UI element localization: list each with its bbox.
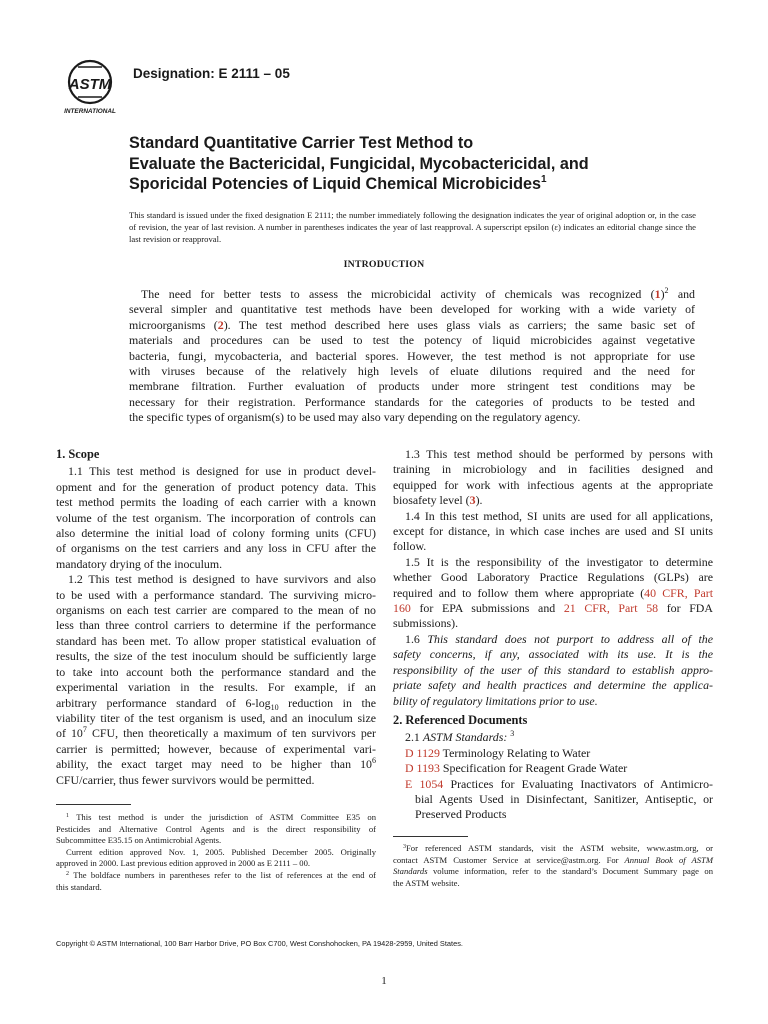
intro-text: ). The test method described here uses glass vials as carriers; the same basic set of — [223, 317, 695, 332]
scope-line — [393, 663, 713, 678]
reference-link-1[interactable]: 1 — [654, 287, 661, 301]
scope-line: experimental variation in the results. For example, if an — [56, 680, 376, 695]
intro-line: bacteria, fungi, mycobacteria, and bacterial spores. However, the test method is not appropriate for use — [129, 348, 695, 363]
referenced-item-cont: bial Agents Used in Disinfectant, Sanitizer, Antiseptic, or — [415, 791, 713, 806]
title-line-2: Evaluate the Bactericidal, Fungicidal, Mycobactericidal, and — [129, 154, 589, 173]
scope-line: 1.4 In this test method, SI units are used for all applications, — [405, 508, 713, 523]
scope-line: follow. — [393, 539, 427, 554]
section-heading-referenced-documents: 2. Referenced Documents — [393, 712, 528, 727]
astm-logo — [58, 58, 122, 116]
scope-line: except for distance, in which case inches are used and SI units — [393, 524, 713, 539]
footnote-line: Current edition approved Nov. 1, 2005. Published December 2005. Originally — [66, 846, 376, 857]
scope-line: 1.1 This test method is designed for use in product devel- — [68, 464, 376, 479]
safety-statement: responsibility of the user of this standard to establish appro- — [393, 662, 713, 677]
footnote-line: Subcommittee E35.15 on Antimicrobial Agents. — [56, 835, 222, 846]
footnote-text: This test method is under the jurisdiction of ASTM Committee E35 on — [76, 812, 376, 822]
scope-line: mandatory drying of the inoculum. — [56, 556, 223, 571]
scope-line — [56, 696, 376, 711]
scope-text: biosafety level ( — [393, 493, 470, 508]
scope-line: opment and for the generation of product potency data. This — [56, 479, 376, 494]
referenced-item — [393, 777, 713, 792]
footnote-text: The boldface numbers in parentheses refer to the list of references at the end of — [73, 869, 376, 880]
scope-line: to be used with a performance standard. The surviving micro- — [56, 587, 376, 602]
intro-line: with viruses because of the relatively high levels of eluate dilutions required and the need for — [129, 364, 695, 379]
footnote-text: contact ASTM Customer Service at service@astm.org. For — [393, 854, 625, 865]
scope-line — [393, 694, 713, 709]
footnote-mark: 2 — [66, 870, 69, 877]
cfr-link-40-part-160-cont[interactable]: 160 — [393, 601, 411, 616]
ref-text: 2.1 — [405, 730, 423, 745]
footnote-italic: Annual Book of ASTM — [624, 854, 713, 865]
safety-statement: bility of regulatory limitations prior to use. — [393, 693, 598, 708]
scope-line: 1.2 This test method is designed to have survivors and also — [68, 572, 376, 587]
intro-text: microorganisms ( — [129, 317, 218, 332]
intro-text: and — [668, 287, 695, 301]
scope-line: results, the size of the test inoculum should be sufficiently large — [56, 649, 376, 664]
footnote-text: For referenced ASTM standards, visit the ASTM website, www.astm.org, or — [406, 843, 713, 853]
intro-line: the specific types of organism(s) to be used may also vary depending on the regulatory agency. — [129, 410, 581, 425]
scope-line — [393, 586, 713, 601]
footnote-rule-right — [393, 836, 468, 837]
scope-text: for FDA — [658, 601, 713, 616]
superscript: 7 — [82, 725, 87, 735]
scope-line — [393, 601, 713, 616]
intro-text: The need for better tests to assess the microbicidal activity of chemicals was recognized ( — [141, 287, 655, 301]
footnote-line: this standard. — [56, 881, 102, 892]
footnote-mark: 1 — [66, 813, 69, 819]
standard-link-d1193[interactable]: D 1193 — [405, 761, 440, 776]
footnote-mark: 3 — [403, 844, 406, 850]
scope-line: viability titer of the test organism is used, and an inoculum size — [56, 710, 376, 725]
right-column — [393, 447, 713, 823]
footnote-rule-left — [56, 804, 131, 805]
scope-line: 1.5 It is the responsibility of the investigator to determine — [405, 554, 713, 569]
scope-line: training in microbiology and in facilities designed and — [393, 462, 713, 477]
footnote-line: approved in 2000. Last previous edition approved in 2000 as E 2111 – 00. — [56, 858, 311, 869]
reference-link-3[interactable]: 3 — [469, 493, 476, 508]
scope-line — [56, 757, 376, 772]
designation: Designation: E 2111 – 05 — [133, 66, 290, 81]
scope-text: CFU, then theoretically a maximum of ten survivors per — [86, 726, 376, 741]
scope-line: CFU/carrier, thus fewer survivors would be permitted. — [56, 772, 315, 787]
footnote-text: volume information, refer to the standard’s Document Summary page on — [427, 866, 713, 877]
scope-text: for EPA submissions and — [410, 601, 564, 616]
copyright-notice: Copyright © ASTM International, 100 Barr Harbor Drive, PO Box C700, West Conshohocken, PA 19428-2959, United States. — [56, 939, 463, 948]
intro-line: materials and procedures can be used to test the potency of liquid microbicides against vegetative — [129, 333, 695, 348]
scope-line — [393, 632, 713, 647]
footnote-italic: Standards — [393, 866, 428, 877]
footnote-mark-3: 3 — [510, 729, 515, 739]
footnote-line — [393, 866, 713, 878]
scope-line: test method permits the loading of each carrier with a known — [56, 495, 376, 510]
reference-link-2[interactable]: 2 — [217, 317, 224, 332]
scope-line: submissions). — [393, 616, 459, 631]
svg-text:INTERNATIONAL: INTERNATIONAL — [64, 108, 116, 115]
scope-line — [56, 726, 376, 741]
scope-text: of 10 — [56, 726, 83, 741]
footnote-line — [393, 855, 713, 867]
footnote-line — [56, 870, 376, 882]
astm-logo-mark — [58, 58, 122, 116]
left-column — [56, 447, 376, 788]
section-heading-scope: 1. Scope — [56, 447, 100, 461]
introduction-heading: INTRODUCTION — [343, 259, 425, 270]
intro-line — [129, 287, 695, 302]
referenced-item-cont: Preserved Products — [415, 807, 507, 822]
referenced-item — [393, 746, 713, 761]
document-title — [129, 133, 729, 195]
footnote-line — [56, 812, 376, 824]
ref-title: Terminology Relating to Water — [442, 745, 591, 760]
scope-line — [393, 493, 713, 508]
safety-statement: This standard does not purport to address all of the — [427, 631, 713, 646]
scope-line: volume of the test organism. The incorporation of controls can — [56, 510, 376, 525]
intro-line: necessary for their registration. Performance standards for the categories of products to be tested and — [129, 394, 695, 409]
subscript: 10 — [270, 702, 279, 712]
intro-text: ) — [660, 287, 665, 301]
scope-text: arbitrary performance standard of 6-log — [56, 695, 271, 710]
footnotes-right — [393, 843, 713, 889]
scope-line: equipped for work with infectious agents at the appropriate — [393, 477, 713, 492]
title-line-3 — [129, 174, 729, 195]
cfr-link-21-part-58[interactable]: 21 CFR, Part 58 — [563, 601, 659, 616]
scope-line — [393, 647, 713, 662]
scope-text: required and to follow them where appropriate ( — [393, 585, 645, 600]
intro-line — [129, 318, 695, 333]
cfr-link-40-part-160[interactable]: 40 CFR, Part — [644, 585, 713, 600]
scope-text: ability, the exact target may need to be higher than 10 — [56, 757, 372, 772]
scope-line: 1.3 This test method should be performed by persons with — [405, 447, 713, 461]
ref-title: Specification for Reagent Grade Water — [442, 761, 628, 776]
scope-line: standard has been met. To allow proper statistical evaluation of — [56, 633, 376, 648]
footnote-line — [393, 843, 713, 855]
title-line-1: Standard Quantitative Carrier Test Method to — [129, 134, 474, 152]
safety-statement: safety concerns, if any, associated with its use. It is the — [393, 647, 713, 662]
title-line-3-text: Sporicidal Potencies of Liquid Chemical Microbicides — [129, 175, 541, 193]
superscript: 6 — [372, 756, 376, 766]
scope-text: 1.6 — [405, 631, 428, 646]
svg-text:ASTM: ASTM — [68, 76, 112, 93]
scope-line: to take into account both the performance standard and the — [56, 664, 376, 679]
intro-line: several simpler and quantitative test methods have been developed for working with a wide variety of — [129, 302, 695, 317]
referenced-line — [393, 730, 713, 745]
footnote-mark-2: 2 — [664, 286, 669, 295]
scope-line — [393, 678, 713, 693]
title-footnote-mark: 1 — [540, 174, 547, 185]
ref-title: Practices for Evaluating Inactivators of Antimicro- — [450, 776, 713, 791]
ref-subtitle: ASTM Standards: — [422, 730, 508, 745]
page-number: 1 — [381, 975, 387, 987]
scope-line: of organisms on the test carriers and any loss in CFU after the — [56, 541, 376, 556]
scope-line: less than three control carriers to determine if the performance — [56, 618, 376, 633]
intro-line: membrane filtration. Further evaluation of products under more stringent test conditions may be — [129, 379, 695, 394]
scope-line: organisms on each test carrier are compared to the mean of no — [56, 603, 376, 618]
footnote-line: the ASTM website. — [393, 877, 460, 888]
scope-text: reduction in the — [278, 695, 376, 710]
standard-link-e1054[interactable]: E 1054 — [405, 776, 444, 791]
scope-line: carrier is permitted; however, because of experimental vari- — [56, 741, 376, 756]
scope-line: also determine the initial load of colony forming units (CFU) — [56, 526, 376, 541]
introduction-text — [129, 287, 695, 426]
footnote-line: Pesticides and Alternative Control Agents and is the direct responsibility of — [56, 823, 376, 834]
safety-statement: priate safety and health practices and determine the applica- — [393, 678, 713, 693]
issue-notice: This standard is issued under the fixed designation E 2111; the number immediately following the designation indicates the year of original adoption or, in the case of revision, the year of last revision. A number in parentheses indicates the year of last reapproval. A superscript epsilon (ε) indicates an editorial change since the last revision or reapproval. — [129, 210, 696, 245]
standard-link-d1129[interactable]: D 1129 — [405, 745, 440, 760]
referenced-item — [393, 761, 713, 776]
scope-text: ). — [475, 493, 483, 508]
scope-line: whether Good Laboratory Practice Regulations (GLPs) are — [393, 570, 713, 585]
footnotes-left — [56, 812, 376, 893]
